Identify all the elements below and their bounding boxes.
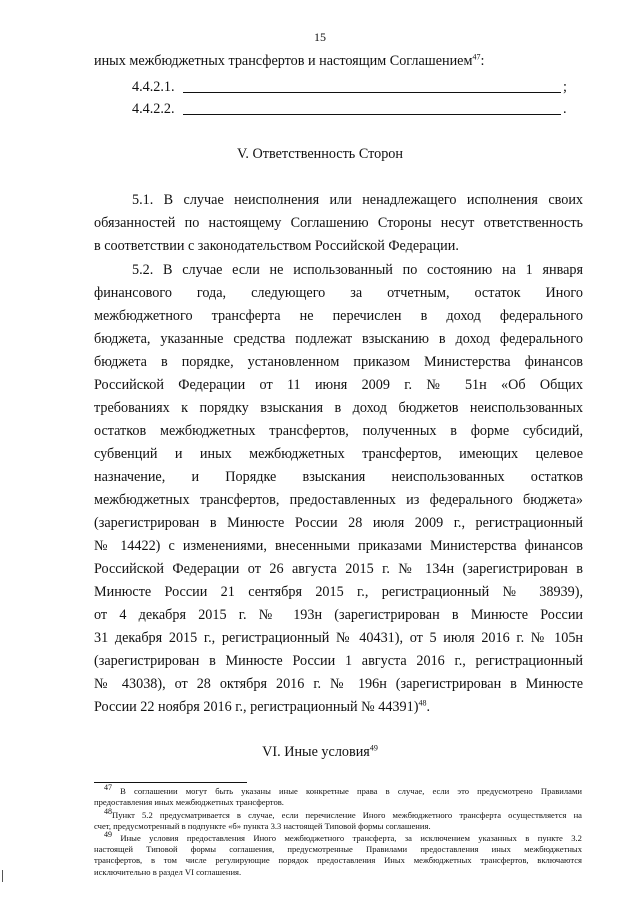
footnote-ref-48: 48: [418, 698, 427, 708]
item-4-4-2-2-blank: [183, 114, 561, 115]
footnote-mark: 49: [104, 830, 112, 840]
paragraph-line: межбюджетного трансферта не перечислен в доход федерального: [94, 308, 583, 324]
footnote-text: Пункт 5.2 предусматривается в случае, если перечисление Иного межбюджетного трансферта осуществляется на: [112, 810, 582, 820]
paragraph-line: 5.2. В случае если не использованный по состоянию на 1 января: [132, 262, 583, 278]
page-number: 15: [314, 30, 326, 44]
footnote-48: [94, 807, 582, 832]
item-4-4-2-1-blank: [183, 92, 561, 93]
paragraph-line: № 43038), от 28 октября 2016 г. № 196н (зарегистрирован в Минюсте: [94, 676, 583, 692]
paragraph-line: межбюджетных трансфертов, предоставленных из федерального бюджета»: [94, 492, 583, 508]
paragraph-line: бюджета в порядке, установленном приказом Министерства финансов: [94, 354, 583, 370]
scan-edge-mark: [2, 870, 13, 882]
section-5-heading: V. Ответственность Сторон: [237, 146, 403, 162]
item-4-4-2-1-label: 4.4.2.1.: [132, 79, 175, 95]
paragraph-last-text: России 22 ноября 2016 г., регистрационный № 44391): [94, 699, 419, 715]
paragraph-line: требованиях к порядку взыскания в доход бюджетов неиспользованных: [94, 400, 583, 416]
paragraph-line: 5.1. В случае неисполнения или ненадлежащего исполнения своих: [132, 192, 583, 208]
footnote-separator: [94, 782, 247, 783]
footnote-line: предоставления иных межбюджетных трансфертов.: [94, 797, 284, 808]
paragraph-line: Российской Федерации от 11 июня 2009 г. № 51н «Об Общих: [94, 377, 583, 393]
item-4-4-2-1-end: ;: [563, 79, 567, 95]
paragraph-line: финансового года, следующего за отчетным, остаток Иного: [94, 285, 583, 301]
item-4-4-2-2-end: .: [563, 101, 567, 117]
footnote-text: В соглашении могут быть указаны иные конкретные права в случае, если это предусмотрено Правилами: [120, 786, 582, 796]
paragraph-line: 31 декабря 2015 г., регистрационный № 40431), от 5 июля 2016 г. № 105н: [94, 630, 583, 646]
paragraph-line: от 4 декабря 2015 г. № 193н (зарегистрирован в Минюсте России: [94, 607, 583, 623]
footnote-text: Иные условия предоставления Иного межбюджетного трансферта, за исключением указанных в пункте 3.2: [120, 833, 582, 843]
paragraph-line: № 14422) с изменениями, внесенными приказами Министерства финансов: [94, 538, 583, 554]
paragraph-line: Российской Федерации от 26 августа 2015 г. № 134н (зарегистрирован в: [94, 561, 583, 577]
footnote-line: [94, 830, 582, 844]
paragraph-line: Минюсте России 21 сентября 2015 г., регистрационный № 38939),: [94, 584, 583, 600]
paragraph-line: (зарегистрирован в Минюсте России 28 июля 2009 г., регистрационный: [94, 515, 583, 531]
paragraph-line: назначение, и Порядке взыскания неиспользованных остатков: [94, 469, 583, 485]
paragraph-last-line: [94, 698, 430, 716]
footnote-line: [94, 783, 582, 797]
paragraph-line: (зарегистрирован в Минюсте России 1 августа 2016 г., регистрационный: [94, 653, 583, 669]
footnote-mark: 47: [104, 783, 112, 793]
footnote-line: счет, предусмотренный в подпункте «б» пункта 3.3 настоящей Типовой формы соглашения.: [94, 821, 431, 832]
footnote-47: [94, 783, 582, 808]
footnote-line: исключительно в раздел VI соглашения.: [94, 866, 242, 877]
paragraph-line: обязанностей по настоящему Соглашению Стороны несут ответственность: [94, 215, 583, 231]
footnote-ref-47: 47: [472, 52, 481, 62]
item-4-4-2-2-label: 4.4.2.2.: [132, 101, 175, 117]
paragraph-line: бюджета, указанные средства подлежат взысканию в доход федерального: [94, 331, 583, 347]
footnote-line: трансфертов, в том числе регулирующие порядок предоставления Иных межбюджетных трансфертов, включаются: [94, 855, 582, 866]
intro-tail: :: [480, 53, 485, 69]
footnote-line: настоящей Типовой формы соглашения, предусмотренные Правилами предоставления иных межбюджетных: [94, 844, 582, 855]
footnote-mark: 48: [104, 807, 112, 817]
paragraph-line: субвенций и иных межбюджетных трансфертов, имеющих целевое: [94, 446, 583, 462]
intro-line: [94, 52, 484, 70]
section-6-heading: [0, 744, 640, 761]
paragraph-line: в соответствии с законодательством Российской Федерации.: [94, 238, 459, 254]
footnote-line: [94, 807, 582, 821]
paragraph-last-tail: .: [426, 699, 430, 715]
paragraph-line: остатков межбюджетных трансфертов, полученных в форме субсидий,: [94, 423, 583, 439]
footnote-49: [94, 830, 582, 878]
footnote-ref-49: 49: [369, 743, 378, 753]
section-6-title: VI. Иные условия: [262, 744, 370, 760]
intro-text: иных межбюджетных трансфертов и настоящим Соглашением: [94, 53, 473, 69]
